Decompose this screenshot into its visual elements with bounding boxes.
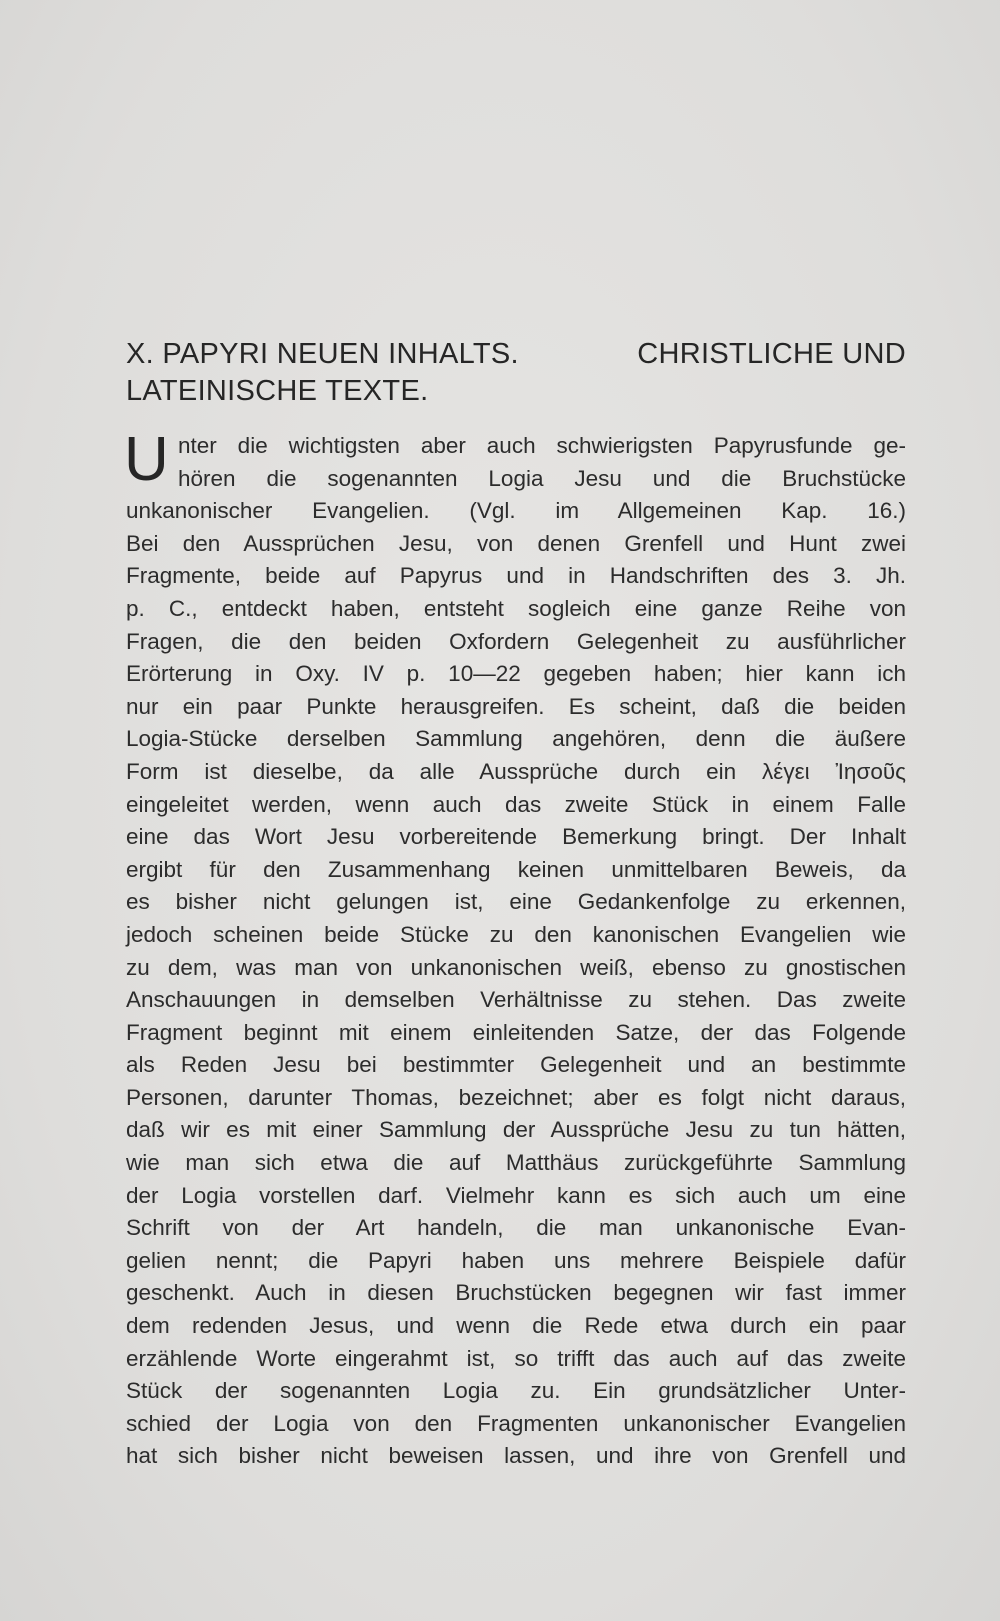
text-line: jedoch scheinen beide Stücke zu den kanonischen Evangelien wie (126, 921, 906, 947)
drop-cap-letter: U (124, 425, 169, 494)
text-line: Anschauungen in demselben Verhältnisse zu stehen. Das zweite (126, 987, 906, 1013)
text-line: Form ist dieselbe, da alle Aussprüche durch ein λέγει Ἰησοῦς (126, 758, 906, 784)
heading-line-1 (126, 336, 906, 373)
text-line: erzählende Worte eingerahmt ist, so trifft das auch auf das zweite (126, 1345, 906, 1371)
text-line: hat sich bisher nicht beweisen lassen, und ihre von Grenfell und (126, 1443, 906, 1469)
text-line: schied der Logia von den Fragmenten unkanonischer Evangelien (126, 1410, 906, 1436)
text-line: eingeleitet werden, wenn auch das zweite Stück in einem Falle (126, 791, 906, 817)
body-paragraph (124, 425, 906, 1473)
text-line: nur ein paar Punkte herausgreifen. Es scheint, daß die beiden (126, 693, 906, 719)
text-line: ergibt für den Zusammenhang keinen unmittelbaren Beweis, da (126, 856, 906, 882)
text-line: zu dem, was man von unkanonischen weiß, ebenso zu gnostischen (126, 954, 906, 980)
heading-line-2: LATEINISCHE TEXTE. (126, 375, 429, 407)
text-line: Erörterung in Oxy. IV p. 10—22 gegeben haben; hier kann ich (126, 661, 906, 687)
text-line: Bei den Aussprüchen Jesu, von denen Grenfell und Hunt zwei (126, 530, 906, 556)
text-line: p. C., entdeckt haben, entsteht sogleich eine ganze Reihe von (126, 595, 906, 621)
text-line: als Reden Jesu bei bestimmter Gelegenheit und an bestimmte (126, 1052, 906, 1078)
chapter-heading (126, 336, 906, 410)
text-line: daß wir es mit einer Sammlung der Aussprüche Jesu zu tun hätten, (126, 1117, 906, 1143)
text-line: gelien nennt; die Papyri haben uns mehrere Beispiele dafür (126, 1247, 906, 1273)
heading-part-left: X. PAPYRI NEUEN INHALTS. (126, 338, 519, 370)
text-line: Stück der sogenannten Logia zu. Ein grundsätzlicher Unter- (126, 1378, 906, 1404)
text-line: Fragment beginnt mit einem einleitenden Satze, der das Folgende (126, 1019, 906, 1045)
text-line: geschenkt. Auch in diesen Bruchstücken begegnen wir fast immer (126, 1280, 906, 1306)
text-line: dem redenden Jesus, und wenn die Rede etwa durch ein paar (126, 1313, 906, 1339)
text-line: nter die wichtigsten aber auch schwierigsten Papyrusfunde ge- (178, 433, 906, 458)
heading-part-right: CHRISTLICHE UND (637, 338, 906, 370)
text-line: wie man sich etwa die auf Matthäus zurückgeführte Sammlung (126, 1150, 906, 1176)
text-line: unkanonischer Evangelien. (Vgl. im Allgemeinen Kap. 16.) (126, 498, 906, 524)
text-line: eine das Wort Jesu vorbereitende Bemerkung bringt. Der Inhalt (126, 824, 906, 850)
text-line: Fragen, die den beiden Oxfordern Gelegenheit zu ausführlicher (126, 628, 906, 654)
text-line: hören die sogenannten Logia Jesu und die Bruchstücke (178, 465, 906, 491)
text-line: Logia-Stücke derselben Sammlung angehören, denn die äußere (126, 726, 906, 752)
text-line: es bisher nicht gelungen ist, eine Gedankenfolge zu erkennen, (126, 889, 906, 915)
text-line: der Logia vorstellen darf. Vielmehr kann es sich auch um eine (126, 1182, 906, 1208)
text-line: Schrift von der Art handeln, die man unkanonische Evan- (126, 1215, 906, 1241)
text-line: Personen, darunter Thomas, bezeichnet; aber es folgt nicht daraus, (126, 1084, 906, 1110)
text-line: Fragmente, beide auf Papyrus und in Handschriften des 3. Jh. (126, 563, 906, 589)
